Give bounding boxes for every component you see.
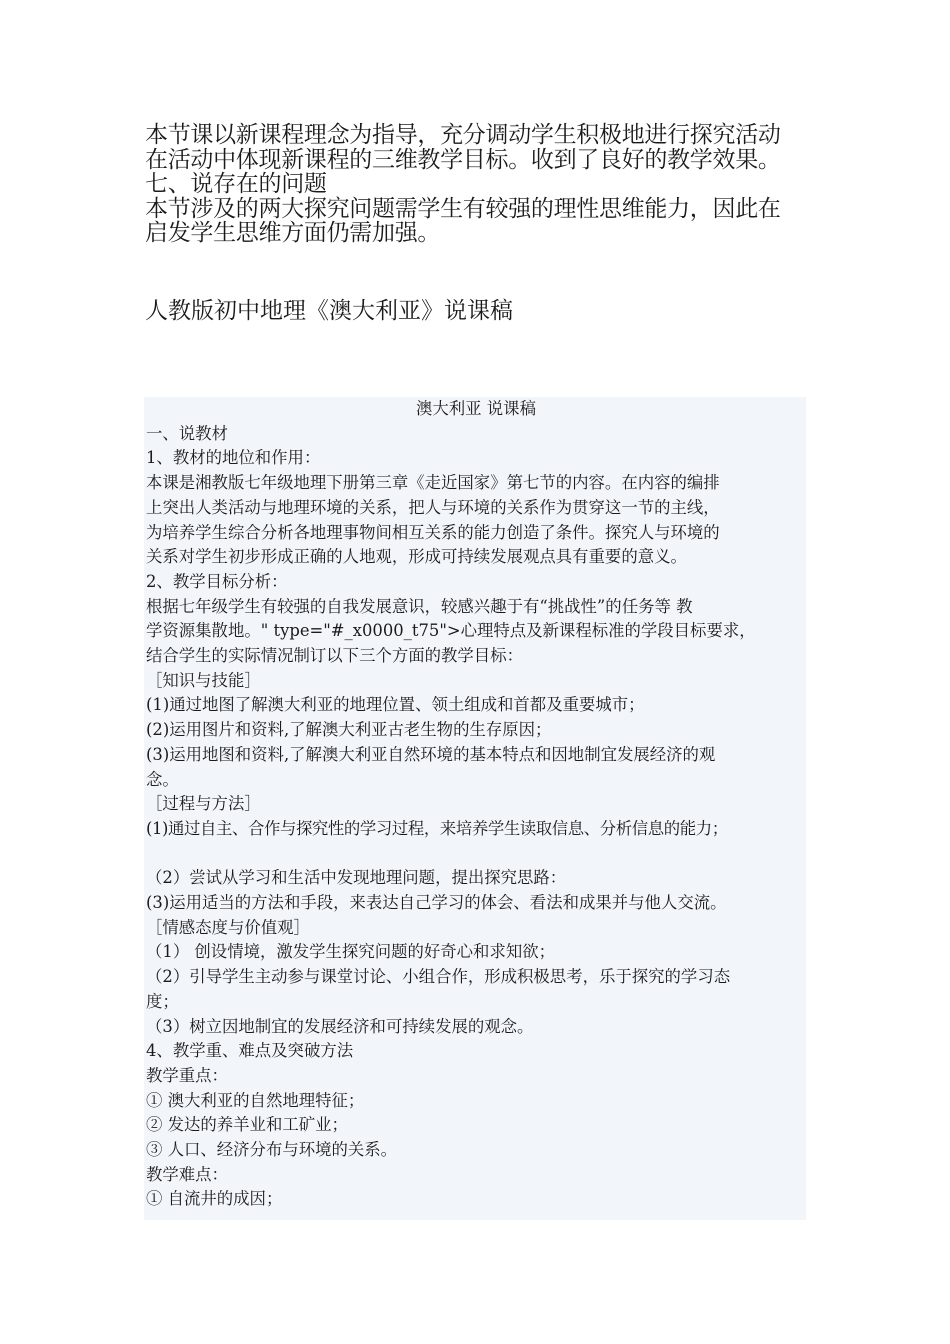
text-line: (1)通过自主、合作与探究性的学习过程，来培养学生读取信息、分析信息的能力；: [146, 818, 728, 838]
intro-line: 本节涉及的两大探究问题需学生有较强的理性思维能力，因此在: [145, 195, 781, 222]
list-item: ② 发达的养羊业和工矿业；: [146, 1115, 348, 1135]
list-item: ③ 人口、经济分布与环境的关系。: [146, 1140, 398, 1160]
text-line: 一、说教材: [146, 423, 228, 443]
document-title: 人教版初中地理《澳大利亚》说课稿: [145, 298, 513, 324]
text-line: 教学重点：: [146, 1065, 228, 1085]
text-line: 2、教学目标分析：: [146, 571, 288, 591]
intro-line: 本节课以新课程理念为指导，充分调动学生积极地进行探究活动: [145, 122, 781, 148]
text-line: ［过程与方法］: [146, 794, 261, 814]
text-line: （2）尝试从学习和生活中发现地理问题，提出探究思路：: [146, 868, 567, 888]
text-line: 教学难点：: [146, 1164, 228, 1184]
text-line: 4、教学重、难点及突破方法: [146, 1041, 354, 1061]
text-line: ［情感态度与价值观］: [146, 917, 310, 937]
text-line: (2)运用图片和资料,了解澳大利亚古老生物的生存原因；: [146, 720, 552, 740]
text-line: 学资源集散地。" type="#_x0000_t75">心理特点及新课程标准的学段目标要求，: [146, 621, 756, 641]
intro-line: 启发学生思维方面仍需加强。: [145, 220, 441, 246]
text-line: 为培养学生综合分析各地理事物间相互关系的能力创造了条件。探究人与环境的: [146, 522, 720, 542]
text-line: （3）树立因地制宜的发展经济和可持续发展的观念。: [146, 1016, 534, 1036]
text-line: (3)运用适当的方法和手段，来表达自己学习的体会、看法和成果并与他人交流。: [146, 893, 727, 913]
text-line: (1)通过地图了解澳大利亚的地理位置、领土组成和首都及重要城市；: [146, 695, 645, 715]
list-item: ① 自流井的成因；: [146, 1189, 283, 1209]
text-line: ［知识与技能］: [146, 670, 261, 690]
text-line: 结合学生的实际情况制订以下三个方面的教学目标：: [146, 646, 523, 666]
text-line: 念。: [146, 769, 179, 789]
text-line: 上突出人类活动与地理环境的关系，把人与环境的关系作为贯穿这一节的主线，: [146, 497, 720, 517]
text-line: 根据七年级学生有较强的自我发展意识，较感兴趣于有“挑战性”的任务等 教: [146, 596, 693, 616]
list-item: ① 澳大利亚的自然地理特征；: [146, 1090, 365, 1110]
text-line: 度；: [146, 991, 179, 1011]
section-heading: 七、说存在的问题: [145, 171, 327, 197]
text-line: （2）引导学生主动参与课堂讨论、小组合作，形成积极思考，乐于探究的学习态: [146, 967, 731, 987]
text-line: （1） 创设情境，激发学生探究问题的好奇心和求知欲；: [146, 942, 556, 962]
intro-line: 在活动中体现新课程的三维教学目标。收到了良好的教学效果。: [145, 146, 781, 173]
intro-paragraph: [145, 123, 825, 246]
lesson-plan-box: [144, 397, 806, 1220]
box-title: 澳大利亚 说课稿: [416, 399, 536, 418]
text-line: 关系对学生初步形成正确的人地观，形成可持续发展观点具有重要的意义。: [146, 547, 687, 567]
text-line: 1、教材的地位和作用：: [146, 448, 321, 468]
text-line: 本课是湘教版七年级地理下册第三章《走近国家》第七节的内容。在内容的编排: [146, 473, 720, 493]
blank-line: [144, 842, 806, 867]
text-line: (3)运用地图和资料,了解澳大利亚自然环境的基本特点和因地制宜发展经济的观: [146, 744, 716, 764]
